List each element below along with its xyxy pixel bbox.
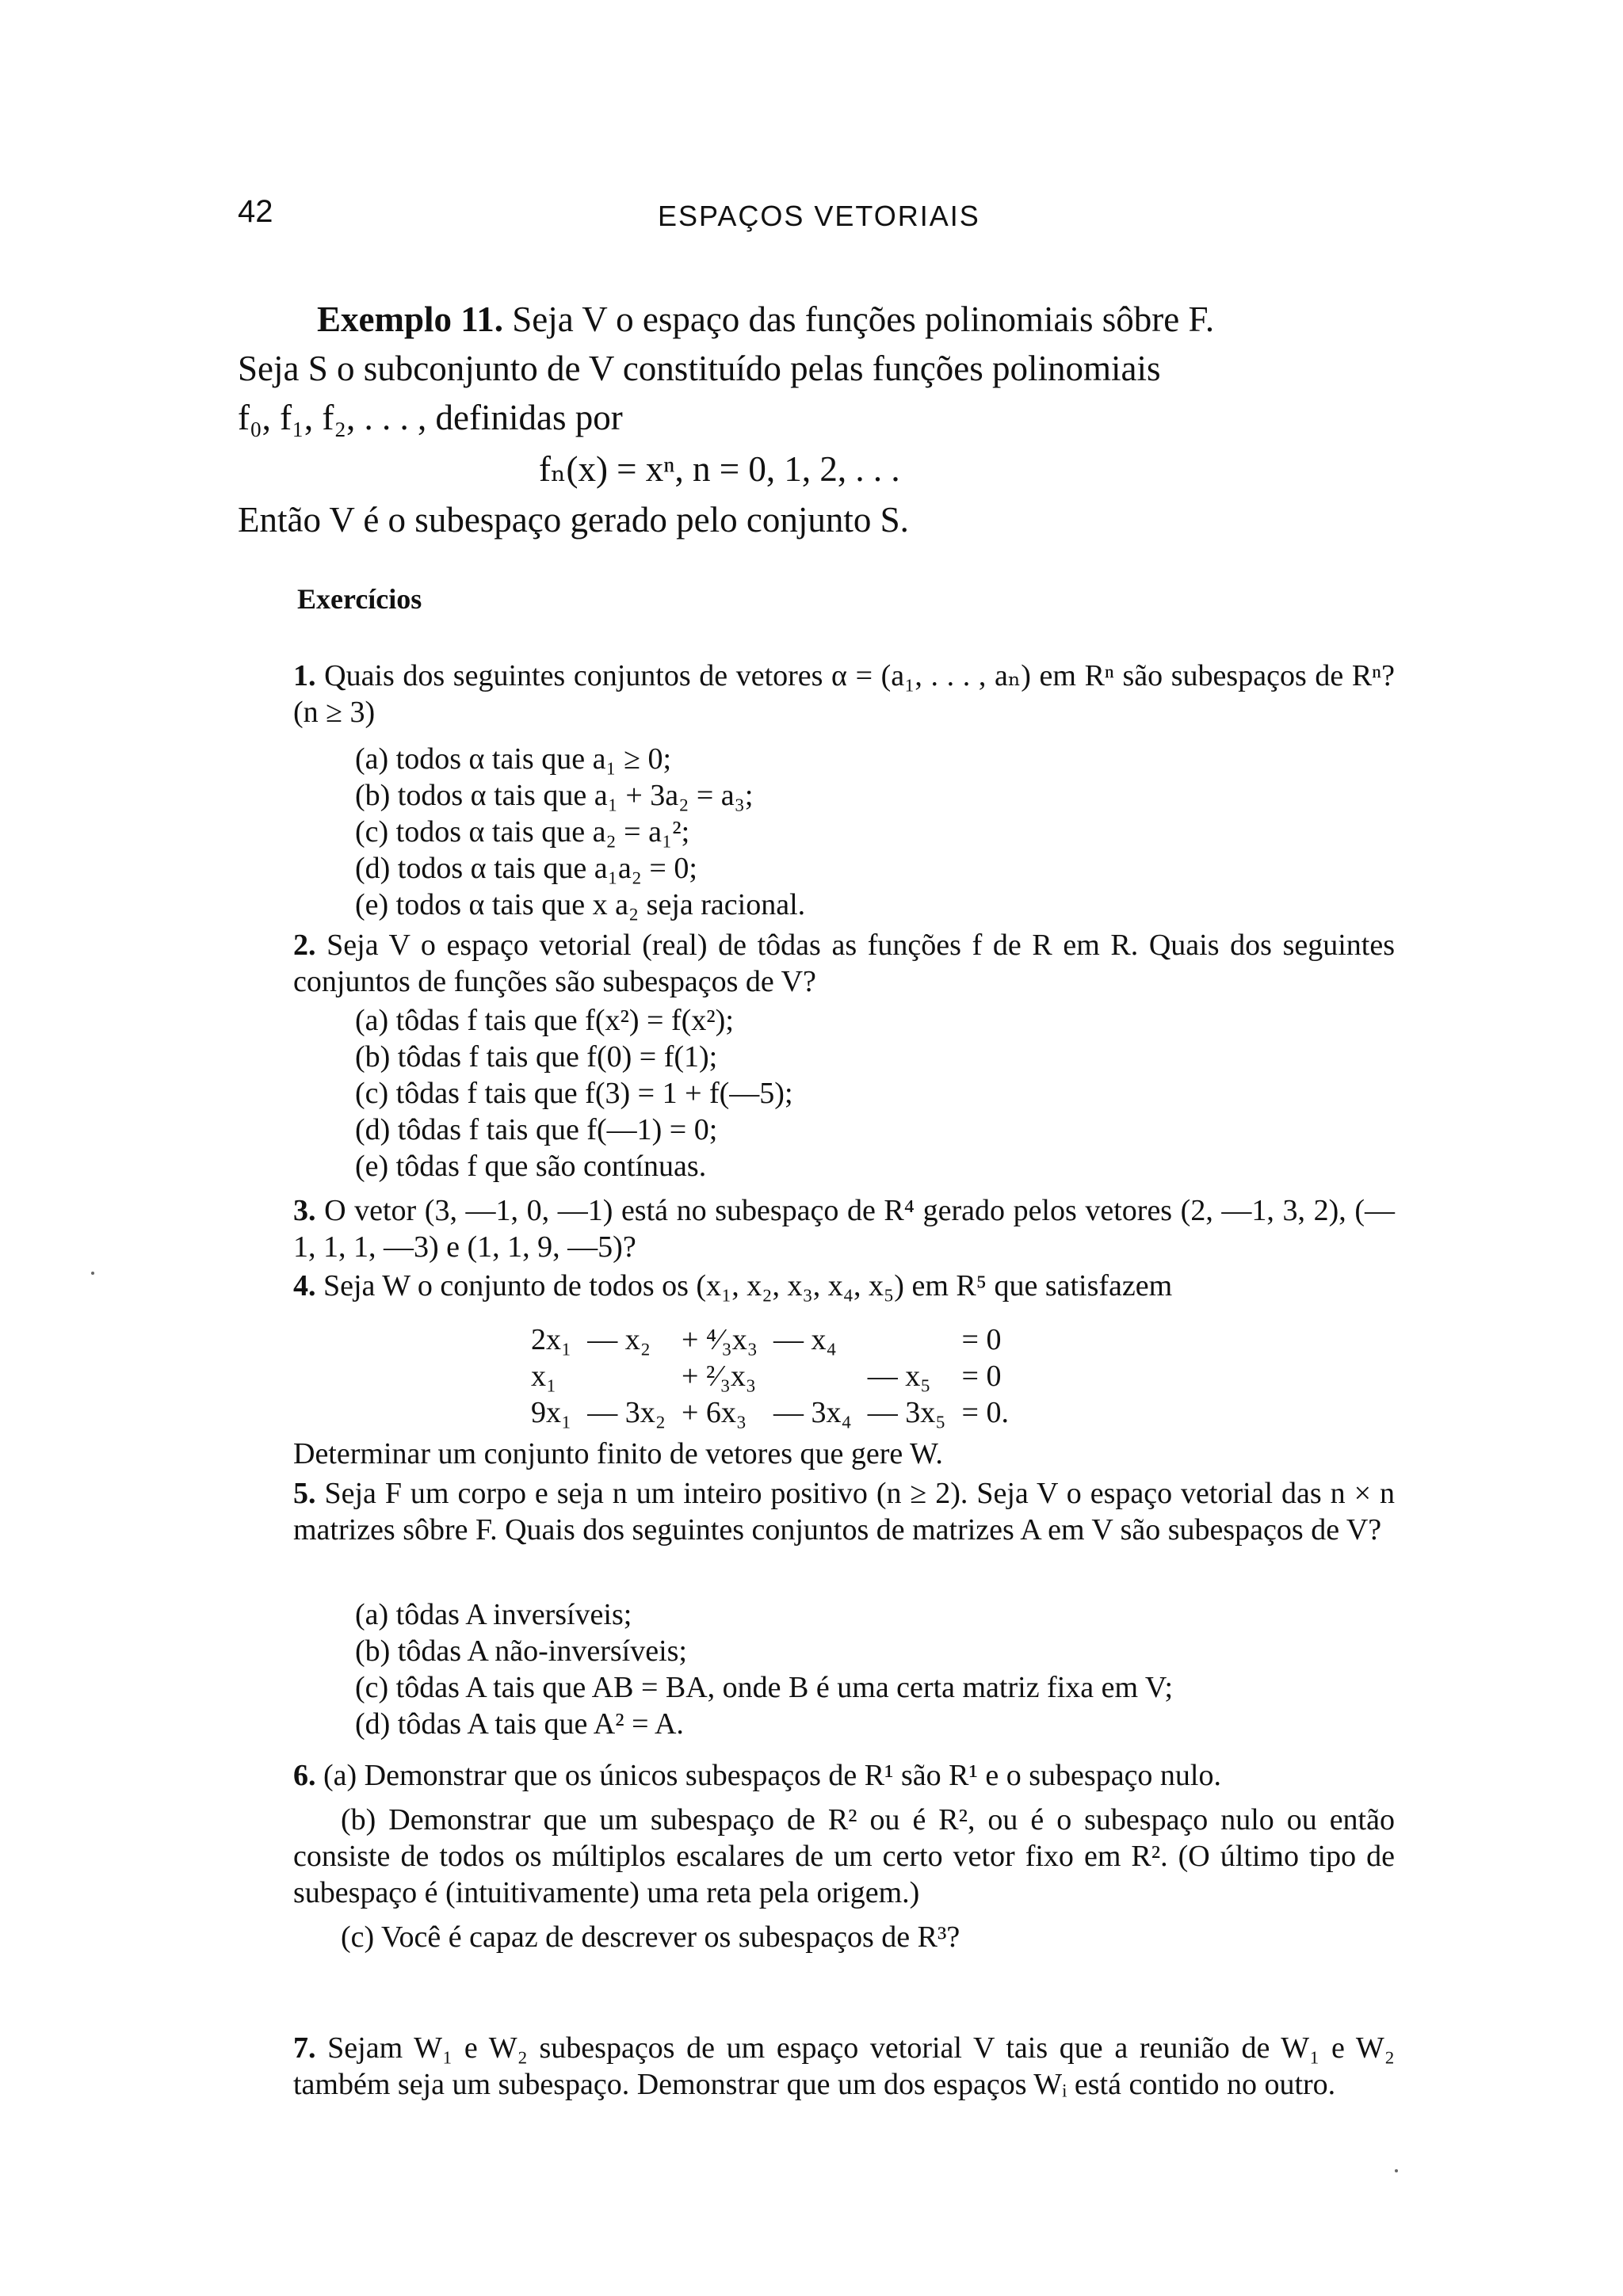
exercise-1 [293,658,1395,730]
exercise-text: O vetor (3, —1, 0, —1) está no subespaço de R⁴ gerado pelos vetores (2, —1, 3, 2), (—1, 1, 1, —3) e (1, 1, 9, —5)? [293,1194,1395,1264]
exercise-7 [293,2030,1395,2103]
example-formula: fₙ(x) = xⁿ, n = 0, 1, 2, . . . [539,449,900,489]
list-item: (e) tôdas f que são contínuas. [355,1150,707,1183]
exercise-4-after: Determinar um conjunto finito de vetores que gere W. [293,1437,943,1470]
exercise-number: 2. [293,929,316,962]
example-line-1: Seja V o espaço das funções polinomiais sôbre F. [512,299,1215,339]
list-item: (d) tôdas A tais que A² = A. [355,1707,684,1741]
exercise-number: 1. [293,659,316,692]
list-item: (b) tôdas A não-inversíveis; [355,1634,687,1668]
example-11 [238,295,1395,442]
list-item: (c) todos α tais que a₂ = a₁²; [355,815,690,849]
list-item: (d) tôdas f tais que f(—1) = 0; [355,1113,718,1146]
list-item: (d) todos α tais que a₁a₂ = 0; [355,852,697,885]
exercise-6b: (b) Demonstrar que um subespaço de R² ou é R², ou é o subespaço nulo ou então consiste de todos os múltiplos escalares de um certo vetor fixo em R². (O último tipo de subespaço é (intuitivamente) uma reta pela origem.) [293,1803,1395,1909]
exercise-number: 3. [293,1194,316,1227]
list-item: (c) tôdas f tais que f(3) = 1 + f(—5); [355,1077,793,1110]
exercise-text: Quais dos seguintes conjuntos de vetores α = (a₁, . . . , aₙ) em Rⁿ são subespaços de Rⁿ? (n ≥ 3) [293,659,1396,729]
scan-speck [91,1272,94,1275]
exercise-6 [293,1757,1395,1955]
list-item: (b) todos α tais que a₁ + 3a₂ = a₃; [355,779,754,812]
equation-row: x₁ + ²⁄₃x₃ — x₅ = 0 [531,1360,1002,1393]
list-item: (b) tôdas f tais que f(0) = f(1); [355,1040,718,1074]
exercise-text: Sejam W₁ e W₂ subespaços de um espaço vetorial V tais que a reunião de W₁ e W₂ também seja um subespaço. Demonstrar que um dos espaços Wᵢ está contido no outro. [293,2031,1396,2101]
exercise-number: 6. [293,1759,316,1792]
exercise-number: 7. [293,2031,316,2065]
exercise-5 [293,1475,1395,1548]
page-number: 42 [238,194,273,229]
exercise-4 [293,1268,1395,1304]
scan-speck [1395,2169,1398,2172]
equation-row: 9x₁ — 3x₂ + 6x₃ — 3x₄ — 3x₅ = 0. [531,1396,1009,1429]
exercise-2-items [355,1002,793,1184]
exercise-5-items [355,1596,1173,1742]
running-title: ESPAÇOS VETORIAIS [658,200,980,232]
exercise-2 [293,927,1395,1000]
list-item: (a) tôdas f tais que f(x²) = f(x²); [355,1004,734,1037]
list-item: (a) tôdas A inversíveis; [355,1598,632,1631]
example-conclusion: Então V é o subespaço gerado pelo conjunto S. [238,500,909,540]
equation-row: 2x₁ — x₂ + ⁴⁄₃x₃ — x₄ = 0 [531,1323,1002,1356]
exercise-1-items [355,741,805,923]
exercise-text: Seja F um corpo e seja n um inteiro positivo (n ≥ 2). Seja V o espaço vetorial das n × n matrizes sôbre F. Quais dos seguintes conjuntos de matrizes A em V são subespaços de V? [293,1477,1396,1547]
example-line-2: Seja S o subconjunto de V constituído pelas funções polinomiais [238,349,1161,388]
example-line-3: f₀, f₁, f₂, . . . , definidas por [238,398,623,437]
example-label: Exemplo 11. [317,299,504,339]
list-item: (e) todos α tais que x a₂ seja racional. [355,888,806,921]
equation-system [523,1322,1017,1431]
exercise-6c: (c) Você é capaz de descrever os subespaços de R³? [341,1920,960,1954]
exercise-number: 5. [293,1477,316,1510]
exercise-number: 4. [293,1269,316,1302]
list-item: (c) tôdas A tais que AB = BA, onde B é uma certa matriz fixa em V; [355,1671,1174,1704]
exercise-text: Seja V o espaço vetorial (real) de tôdas as funções f de R em R. Quais dos seguintes conjuntos de funções são subespaços de V? [293,929,1395,998]
exercise-3 [293,1192,1395,1265]
exercise-text: Seja W o conjunto de todos os (x₁, x₂, x₃, x₄, x₅) em R⁵ que satisfazem [323,1269,1173,1302]
exercise-6a: (a) Demonstrar que os únicos subespaços de R¹ são R¹ e o subespaço nulo. [323,1759,1221,1792]
exercises-title: Exercícios [297,583,422,615]
list-item: (a) todos α tais que a₁ ≥ 0; [355,742,672,776]
